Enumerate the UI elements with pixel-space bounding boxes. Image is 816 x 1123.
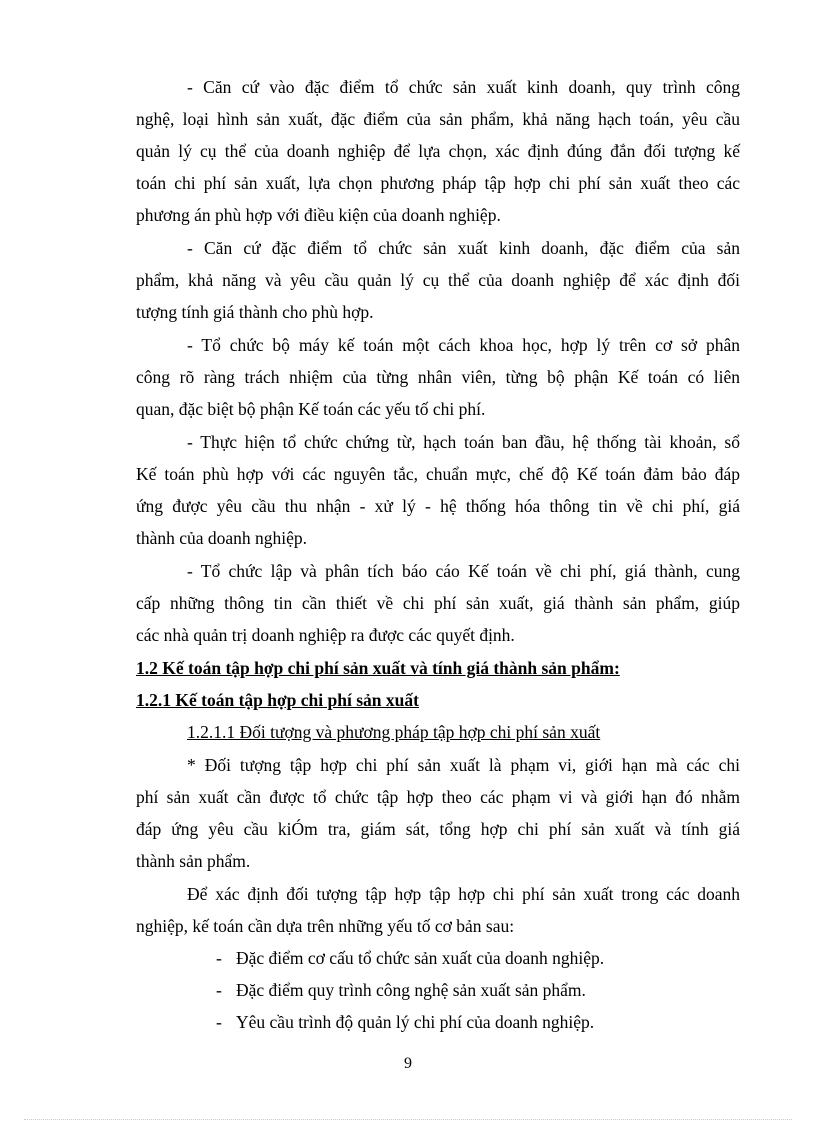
bullet-text: Yêu cầu trình độ quản lý chi phí của doanh nghiệp. [236,1012,595,1032]
text-line: toán chi phí sản xuất, lựa chọn phương pháp tập hợp chi phí sản xuất theo các [136,173,740,193]
bullet-dash: - [216,1012,222,1032]
text-line: nghiệp, kế toán cần dựa trên những yếu tố cơ bản sau: [136,916,515,936]
bullet-dash: - [216,948,222,968]
bullet-item [216,943,740,973]
text-line: - Căn cứ đặc điểm tổ chức sản xuất kinh doanh, đặc điểm của sản [187,238,740,258]
text-line: quan, đặc biệt bộ phận Kế toán các yếu tố chi phí. [136,399,486,419]
bullet-text: Đặc điểm cơ cấu tổ chức sản xuất của doanh nghiệp. [236,948,605,968]
text-line: thành của doanh nghiệp. [136,528,308,548]
text-line: phương án phù hợp với điều kiện của doanh nghiệp. [136,205,501,225]
text-line: tượng tính giá thành cho phù hợp. [136,302,374,322]
text-line: các nhà quản trị doanh nghiệp ra được các quyết định. [136,625,515,645]
page-bottom-border [24,1119,792,1120]
bullet-item [216,1007,740,1037]
bullet-item [216,975,740,1005]
text-line: nghệ, loại hình sản xuất, đặc điểm của sản phẩm, khả năng hạch toán, yêu cầu [136,109,740,129]
text-line: - Căn cứ vào đặc điểm tổ chức sản xuất kinh doanh, quy trình công [187,77,740,97]
text-line: đáp ứng yêu cầu kiÓm tra, giám sát, tổng hợp chi phí sản xuất và tính giá [136,819,740,839]
section-heading: 1.2 Kế toán tập hợp chi phí sản xuất và tính giá thành sản phẩm: [136,658,620,678]
subsection-heading: 1.2.1 Kế toán tập hợp chi phí sản xuất [136,690,419,710]
text-line: - Tổ chức bộ máy kế toán một cách khoa học, hợp lý trên cơ sở phân [187,335,740,355]
bullet-text: Đặc điểm quy trình công nghệ sản xuất sản phẩm. [236,980,586,1000]
bullet-dash: - [216,980,222,1000]
text-line: ứng được yêu cầu thu nhận - xử lý - hệ thống hóa thông tin về chi phí, giá [136,496,740,516]
text-line: - Tổ chức lập và phân tích báo cáo Kế toán về chi phí, giá thành, cung [187,561,740,581]
text-line: - Thực hiện tổ chức chứng từ, hạch toán ban đầu, hệ thống tài khoản, sổ [187,432,740,452]
subsubsection-heading: 1.2.1.1 Đối tượng và phương pháp tập hợp chi phí sản xuất [187,722,601,742]
text-line: phẩm, khả năng và yêu cầu quản lý cụ thể của doanh nghiệp để xác định đối [136,270,740,290]
text-line: công rõ ràng trách nhiệm của từng nhân viên, từng bộ phận Kế toán có liên [136,367,740,387]
text-line: cấp những thông tin cần thiết về chi phí sản xuất, giá thành sản phẩm, giúp [136,593,740,613]
text-line: quản lý cụ thể của doanh nghiệp để lựa chọn, xác định đúng đắn đối tượng kế [136,141,740,161]
text-line: Để xác định đối tượng tập hợp tập hợp chi phí sản xuất trong các doanh [187,884,740,904]
text-line: * Đối tượng tập hợp chi phí sản xuất là phạm vi, giới hạn mà các chi [187,755,740,775]
text-line: phí sản xuất cần được tổ chức tập hợp theo các phạm vi và giới hạn đó nhằm [136,787,740,807]
text-line: Kế toán phù hợp với các nguyên tắc, chuẩn mực, chế độ Kế toán đảm bảo đáp [136,464,740,484]
text-line: thành sản phẩm. [136,851,251,871]
page-number: 9 [404,1055,412,1072]
